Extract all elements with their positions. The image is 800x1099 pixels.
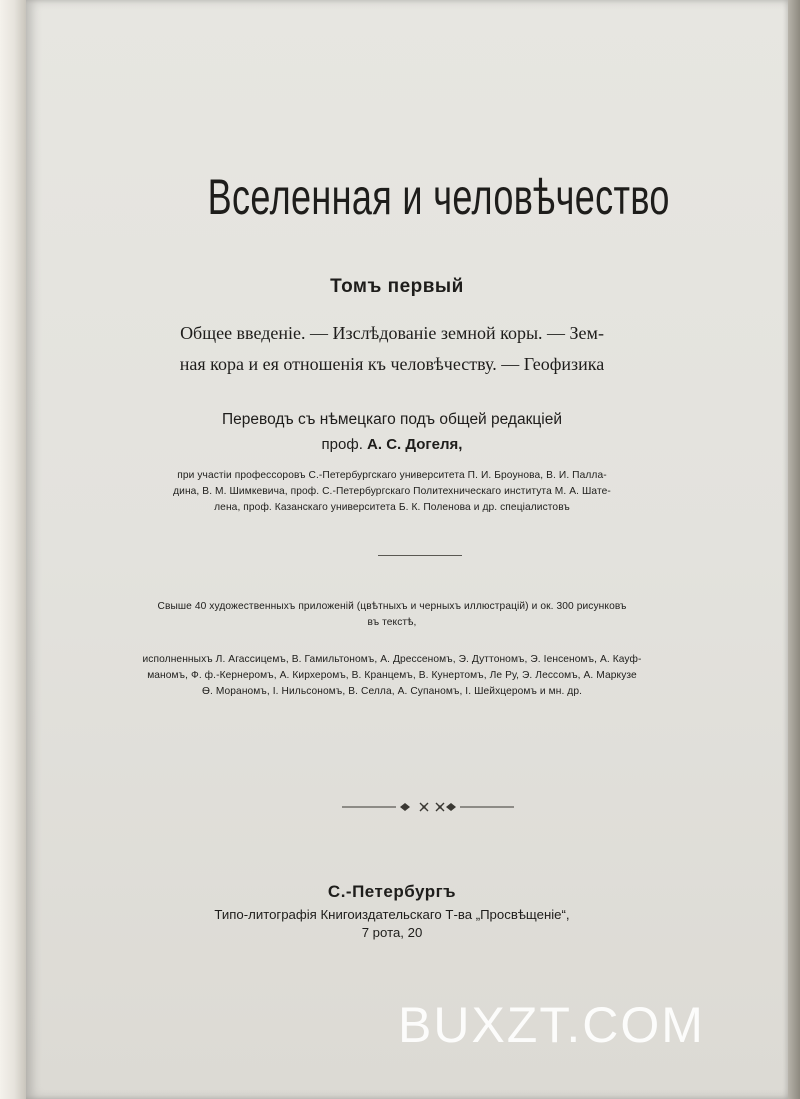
- imprint-address: 7 рота, 20: [361, 925, 423, 940]
- participants-line: дина, В. М. Шимкевича, проф. С.-Петербургскаго Политехническаго института М. А. Шате-: [173, 486, 611, 497]
- subtitle-line: ная кора и ея отношенія къ человѣчеству. — Геофизика: [179, 354, 605, 374]
- divider-rule: [378, 555, 462, 556]
- illustrations-line: въ текстѣ,: [367, 617, 417, 628]
- translation-line: Переводъ съ нѣмецкаго подъ общей редакціей: [222, 411, 562, 428]
- participants-line: лена, проф. Казанскаго университета Б. К. Поленова и др. спеціалистовъ: [214, 502, 570, 513]
- illustrations-line: Свыше 40 художественныхъ приложеній (цвѣтныхъ и черныхъ иллюстрацій) и ок. 300 рисунковъ: [157, 601, 627, 612]
- editor-prefix: проф.: [321, 436, 368, 453]
- volume-label: Томъ первый: [330, 276, 464, 297]
- artists-line: Ѳ. Мораномъ, І. Нильсономъ, В. Селла, А. Супаномъ, І. Шейхцеромъ и мн. др.: [201, 686, 583, 697]
- artists-line: маномъ, Ф. ф.-Кернеромъ, А. Кирхеромъ, В. Кранцемъ, В. Кунертомъ, Ле Ру, Э. Лессомъ, А. Маркузе: [147, 670, 637, 681]
- imprint-publisher: Типо-литографія Книгоиздательскаго Т-ва „Просвѣщеніе“,: [214, 907, 570, 922]
- page-left-edge: [0, 0, 26, 1099]
- editor-name: А. С. Догеля,: [367, 436, 463, 453]
- ornament-divider: [342, 800, 514, 814]
- subtitle-line: Общее введеніе. — Изслѣдованіе земной коры. — Зем-: [180, 323, 604, 343]
- imprint-city: С.-Петербургъ: [327, 882, 457, 901]
- editor-line: [126, 436, 658, 453]
- watermark: BUXZT.COM: [398, 997, 705, 1053]
- artists-line: исполненныхъ Л. Агассицемъ, В. Гамильтономъ, А. Дрессеномъ, Э. Дуттономъ, Э. Іенсеномъ, А. Кауф-: [142, 654, 642, 665]
- book-title: Вселенная и человѣчество: [207, 169, 670, 225]
- participants-line: при участіи профессоровъ С.-Петербургскаго университета П. И. Броунова, В. И. Палла-: [177, 470, 607, 481]
- title-page: [26, 0, 788, 1099]
- page-right-edge: [788, 0, 800, 1099]
